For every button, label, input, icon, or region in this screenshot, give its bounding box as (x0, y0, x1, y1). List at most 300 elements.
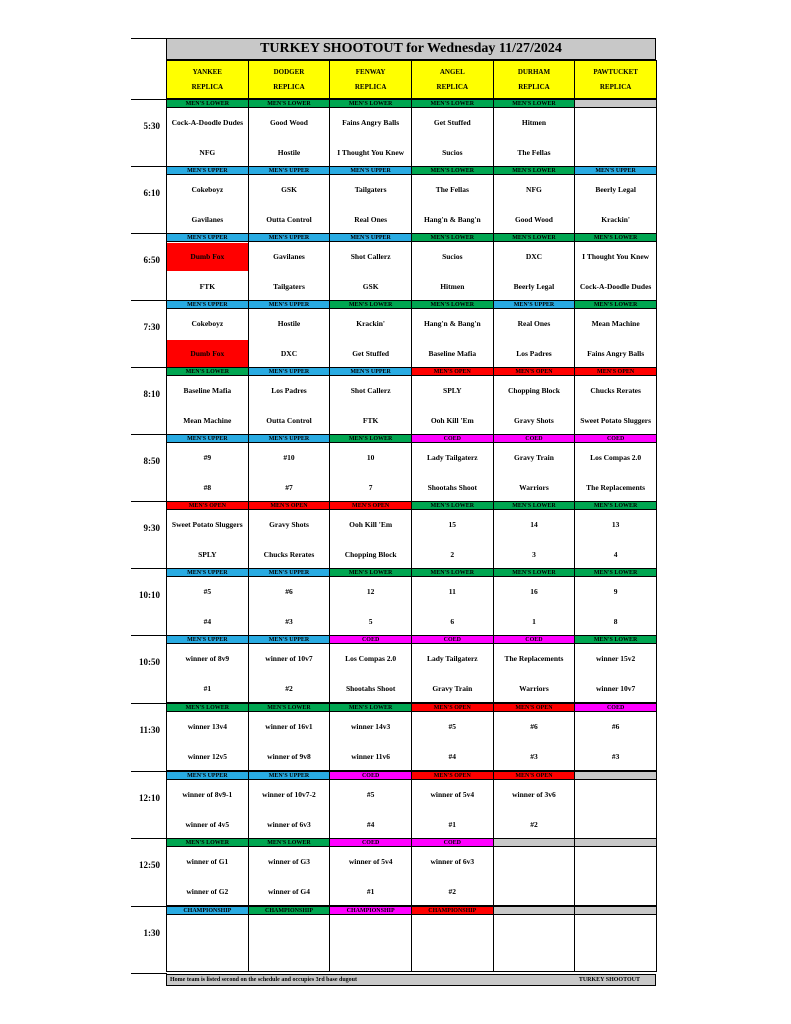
time-label: 8:10 (143, 389, 160, 399)
row-rule (131, 501, 167, 502)
away-team: Shot Callerz (350, 386, 391, 396)
division-label: MEN'S LOWER (493, 233, 576, 242)
away-team: Baseline Mafia (183, 386, 232, 396)
game-cell (248, 375, 331, 435)
row-rule (131, 771, 167, 772)
home-team (330, 945, 411, 972)
division-label: COED (411, 434, 494, 443)
game-cell (248, 779, 331, 839)
game-cell (574, 308, 657, 368)
field-subtitle: REPLICA (599, 82, 632, 91)
division-label: MEN'S UPPER (248, 771, 331, 780)
away-team: 15 (448, 520, 457, 530)
game-cell (166, 375, 249, 435)
division-label: MEN'S LOWER (166, 367, 249, 376)
division-label: MEN'S LOWER (493, 501, 576, 510)
home-team: #1 (203, 683, 212, 693)
away-team: winner of 5v4 (430, 790, 475, 800)
row-rule (131, 300, 167, 301)
home-team: Outta Control (266, 214, 312, 224)
game-cell (574, 846, 657, 906)
field-subtitle: REPLICA (354, 82, 387, 91)
field-name: YANKEE (192, 68, 222, 77)
home-team: #4 (203, 616, 212, 626)
division-label: MEN'S LOWER (574, 635, 657, 644)
away-team (249, 916, 330, 943)
row-rule (131, 166, 167, 167)
home-team: SPLY (198, 549, 217, 559)
game-cell (248, 308, 331, 368)
away-team: The Fellas (435, 185, 469, 195)
home-team (167, 945, 248, 972)
field-subtitle: REPLICA (518, 82, 550, 91)
away-team (494, 916, 575, 943)
game-cell (411, 509, 494, 569)
away-team: 12 (366, 587, 375, 597)
game-cell (329, 846, 412, 906)
home-team: Hostile (277, 147, 301, 157)
division-label: COED (574, 703, 657, 712)
away-team: SPLY (443, 386, 462, 396)
game-cell (166, 846, 249, 906)
division-label: MEN'S LOWER (248, 99, 331, 108)
home-team: Real Ones (354, 214, 387, 224)
division-label: MEN'S UPPER (166, 434, 249, 443)
division-label: MEN'S OPEN (493, 703, 576, 712)
away-team: Los Padres (271, 386, 307, 396)
home-team (575, 945, 656, 972)
time-label: 1:30 (143, 928, 160, 938)
away-team: winner of 8v9 (185, 654, 230, 664)
division-label: MEN'S UPPER (248, 568, 331, 577)
home-team: Los Padres (516, 348, 552, 358)
away-team: Ooh Kill 'Em (349, 520, 393, 530)
game-cell (166, 308, 249, 368)
division-label: MEN'S OPEN (329, 501, 412, 510)
division-label: MEN'S UPPER (166, 568, 249, 577)
game-cell (493, 914, 576, 972)
home-team: #1 (366, 886, 375, 896)
game-cell (166, 779, 249, 839)
home-team: 8 (613, 616, 618, 626)
game-cell (248, 442, 331, 502)
game-cell (493, 779, 576, 839)
away-team: Get Stuffed (433, 118, 471, 128)
away-team: #5 (448, 722, 457, 732)
away-team: #5 (203, 587, 212, 597)
home-team: GSK (362, 281, 379, 291)
home-team: #2 (285, 683, 293, 693)
away-team: Real Ones (517, 319, 551, 329)
away-team: winner of 5v4 (348, 857, 393, 867)
game-cell (574, 779, 657, 839)
home-team: Warriors (519, 683, 549, 693)
away-team: winner 13v4 (187, 722, 227, 732)
away-team: Fains Angry Balls (342, 118, 400, 128)
game-cell (411, 846, 494, 906)
game-cell (574, 442, 657, 502)
division-label: MEN'S LOWER (411, 233, 494, 242)
away-team: winner of G3 (268, 857, 310, 867)
division-label: MEN'S UPPER (166, 233, 249, 242)
game-cell (329, 643, 412, 703)
division-label: MEN'S LOWER (411, 99, 494, 108)
away-team (167, 916, 248, 943)
division-label: MEN'S LOWER (493, 99, 576, 108)
home-team: #1 (448, 819, 457, 829)
row-rule (131, 233, 167, 234)
division-label: MEN'S LOWER (329, 434, 412, 443)
away-team: Krackin' (356, 319, 386, 329)
game-cell (166, 643, 249, 703)
field-name: ANGEL (439, 68, 465, 77)
field-header (248, 60, 331, 99)
time-label: 12:50 (139, 860, 160, 870)
division-label: MEN'S LOWER (493, 568, 576, 577)
field-subtitle: REPLICA (273, 82, 305, 91)
away-team: Lady Tailgaterz (426, 453, 478, 463)
away-team: Sucios (442, 252, 463, 262)
away-team: #6 (285, 587, 293, 597)
away-team: Hitmen (521, 118, 547, 128)
home-team: #4 (366, 819, 375, 829)
division-label: MEN'S LOWER (411, 300, 494, 309)
game-cell (411, 914, 494, 972)
home-team: I Thought You Knew (337, 147, 405, 157)
division-label: MEN'S OPEN (411, 771, 494, 780)
game-cell (411, 643, 494, 703)
top-rule (131, 38, 167, 39)
home-team: Tailgaters (273, 281, 305, 291)
home-team: DXC (280, 348, 298, 358)
home-team: Fains Angry Balls (587, 348, 645, 358)
row-rule (131, 367, 167, 368)
division-label: COED (329, 635, 412, 644)
time-label: 8:50 (143, 456, 160, 466)
game-cell (329, 107, 412, 167)
division-label: COED (411, 635, 494, 644)
home-team: #4 (448, 751, 457, 761)
page-title: TURKEY SHOOTOUT for Wednesday 11/27/2024 (166, 38, 656, 60)
home-team: Get Stuffed (352, 348, 390, 358)
division-label: MEN'S LOWER (248, 703, 331, 712)
division-label: MEN'S LOWER (411, 166, 494, 175)
away-team: 13 (611, 520, 620, 530)
away-team: winner 14v3 (351, 722, 391, 732)
home-team: winner of G4 (268, 886, 310, 896)
game-cell (166, 914, 249, 972)
home-team: 7 (368, 482, 373, 492)
division-label: MEN'S UPPER (248, 367, 331, 376)
game-cell (574, 576, 657, 636)
away-team: Mean Machine (591, 319, 640, 329)
home-team: winner 11v6 (351, 751, 391, 761)
game-cell (574, 711, 657, 771)
game-cell (411, 107, 494, 167)
game-cell (248, 509, 331, 569)
game-cell (574, 509, 657, 569)
home-team: Dumb Fox (167, 340, 248, 368)
away-team: Gravy Shots (269, 520, 309, 530)
game-cell (248, 174, 331, 234)
home-team (494, 878, 575, 906)
division-label: MEN'S UPPER (166, 166, 249, 175)
game-cell (329, 442, 412, 502)
division-label: CHAMPIONSHIP (411, 906, 494, 915)
home-team: Gravy Train (432, 683, 473, 693)
away-team: Good Wood (269, 118, 308, 128)
division-label: MEN'S OPEN (574, 367, 657, 376)
away-team: Gavilanes (273, 252, 305, 262)
away-team: winner of 16v1 (265, 722, 313, 732)
time-label: 6:50 (143, 255, 160, 265)
home-team: winner of 4v5 (185, 819, 230, 829)
home-team: Shootahs Shoot (427, 482, 477, 492)
division-label: MEN'S UPPER (329, 233, 412, 242)
field-name: PAWTUCKET (593, 68, 638, 77)
home-team: 3 (532, 549, 536, 559)
game-cell (493, 442, 576, 502)
away-team (575, 916, 656, 943)
division-label: MEN'S UPPER (574, 166, 657, 175)
home-team: Cock-A-Doodle Dudes (579, 281, 652, 291)
away-team: 16 (530, 587, 538, 597)
away-team: The Replacements (504, 654, 564, 664)
field-header (166, 60, 249, 99)
home-team: 5 (368, 616, 373, 626)
away-team: #6 (611, 722, 620, 732)
game-cell (248, 914, 331, 972)
home-team: 1 (532, 616, 536, 626)
home-team: Gravy Shots (514, 415, 554, 425)
home-team: Mean Machine (183, 415, 232, 425)
home-team (575, 139, 656, 167)
away-team: Los Compas 2.0 (590, 453, 642, 463)
home-team: #2 (448, 886, 457, 896)
away-team: winner of 8v9-1 (182, 790, 233, 800)
game-cell (574, 107, 657, 167)
field-header (329, 60, 412, 99)
home-team: The Replacements (586, 482, 646, 492)
game-cell (493, 711, 576, 771)
home-team: Warriors (519, 482, 549, 492)
division-label: MEN'S OPEN (166, 501, 249, 510)
away-team: #9 (203, 453, 212, 463)
footer-brand: TURKEY SHOOTOUT (578, 977, 640, 983)
away-team: Shot Callerz (350, 252, 391, 262)
game-cell (329, 174, 412, 234)
game-cell (493, 509, 576, 569)
game-cell (166, 241, 249, 301)
home-team (412, 945, 493, 972)
away-team: Dumb Fox (167, 243, 248, 271)
division-label: MEN'S UPPER (166, 771, 249, 780)
division-label: MEN'S LOWER (574, 233, 657, 242)
field-header (411, 60, 494, 99)
footer (166, 974, 656, 986)
game-cell (166, 442, 249, 502)
away-team: #6 (530, 722, 538, 732)
time-label: 7:30 (143, 322, 160, 332)
game-cell (166, 174, 249, 234)
away-team: Chucks Rerates (590, 386, 641, 396)
division-label: MEN'S UPPER (248, 300, 331, 309)
row-rule (131, 568, 167, 569)
division-label: MEN'S OPEN (248, 501, 331, 510)
division-label: CHAMPIONSHIP (248, 906, 331, 915)
away-team: Chopping Block (508, 386, 560, 396)
home-team: winner of G2 (186, 886, 229, 896)
row-rule (131, 906, 167, 907)
home-team: winner 10v7 (596, 683, 636, 693)
division-label: MEN'S OPEN (493, 771, 576, 780)
field-header (574, 60, 657, 99)
division-label: COED (574, 434, 657, 443)
away-team: 9 (613, 587, 618, 597)
away-team: Beerly Legal (595, 185, 636, 195)
home-team: Sweet Potato Sluggers (580, 415, 652, 425)
division-label: MEN'S LOWER (166, 838, 249, 847)
game-cell (411, 711, 494, 771)
away-team: winner of 3v6 (512, 790, 556, 800)
division-label: COED (329, 771, 412, 780)
game-cell (493, 576, 576, 636)
away-team: 10 (366, 453, 375, 463)
division-label: MEN'S UPPER (329, 367, 412, 376)
game-cell (248, 576, 331, 636)
row-rule (131, 434, 167, 435)
away-team: Cock-A-Doodle Dudes (171, 118, 244, 128)
division-label: COED (493, 434, 576, 443)
game-cell (329, 308, 412, 368)
division-label: COED (329, 838, 412, 847)
away-team: DXC (525, 252, 543, 262)
game-cell (166, 107, 249, 167)
away-team: I Thought You Knew (582, 252, 650, 262)
division-label: COED (411, 838, 494, 847)
home-team: Gavilanes (191, 214, 224, 224)
home-team: Hitmen (440, 281, 465, 291)
division-label: MEN'S UPPER (248, 434, 331, 443)
away-team: 14 (530, 520, 538, 530)
away-team: Hostile (277, 319, 301, 329)
home-team: NFG (199, 147, 216, 157)
home-team (494, 945, 575, 972)
game-cell (493, 308, 576, 368)
field-subtitle: REPLICA (436, 82, 469, 91)
field-subtitle: REPLICA (191, 82, 224, 91)
home-team (575, 811, 656, 839)
home-team: Ooh Kill 'Em (430, 415, 474, 425)
division-label: MEN'S UPPER (166, 635, 249, 644)
division-label: MEN'S LOWER (574, 568, 657, 577)
home-team: The Fellas (517, 147, 551, 157)
away-team: Gravy Train (513, 453, 554, 463)
game-cell (574, 643, 657, 703)
game-cell (329, 779, 412, 839)
field-header (493, 60, 576, 99)
away-team: #10 (283, 453, 295, 463)
game-cell (248, 846, 331, 906)
home-team: 2 (450, 549, 455, 559)
division-label: MEN'S LOWER (411, 568, 494, 577)
game-cell (411, 779, 494, 839)
division-label: MEN'S UPPER (248, 635, 331, 644)
away-team: #5 (366, 790, 375, 800)
division-label: MEN'S UPPER (248, 166, 331, 175)
bottom-rule (131, 973, 167, 974)
division-label: CHAMPIONSHIP (166, 906, 249, 915)
game-cell (248, 711, 331, 771)
home-team: FTK (362, 415, 379, 425)
division-label: MEN'S LOWER (248, 838, 331, 847)
division-label: MEN'S LOWER (166, 703, 249, 712)
game-cell (411, 241, 494, 301)
game-cell (411, 174, 494, 234)
division-label: MEN'S LOWER (329, 99, 412, 108)
home-team: winner of 9v8 (267, 751, 311, 761)
home-team: #3 (285, 616, 293, 626)
away-team (575, 848, 656, 876)
away-team: winner of 10v7-2 (262, 790, 316, 800)
home-team: #3 (611, 751, 620, 761)
home-team (575, 878, 656, 906)
home-team: #2 (530, 819, 538, 829)
home-team (249, 945, 330, 972)
game-cell (248, 241, 331, 301)
away-team: Tailgaters (354, 185, 387, 195)
time-label: 6:10 (143, 188, 160, 198)
field-name: DURHAM (517, 68, 551, 77)
game-cell (166, 509, 249, 569)
home-team: #3 (530, 751, 538, 761)
home-team: Chopping Block (344, 549, 397, 559)
away-team: NFG (526, 185, 542, 195)
away-team: Los Compas 2.0 (345, 654, 397, 664)
home-team: #7 (285, 482, 293, 492)
division-label: MEN'S LOWER (329, 703, 412, 712)
home-team: Krackin' (601, 214, 630, 224)
time-label: 10:50 (139, 657, 160, 667)
away-team: winner 15v2 (596, 654, 636, 664)
division-label: MEN'S LOWER (574, 300, 657, 309)
time-label: 12:10 (139, 793, 160, 803)
game-cell (329, 375, 412, 435)
row-rule (131, 99, 167, 100)
home-team: winner 12v5 (187, 751, 227, 761)
away-team: GSK (281, 185, 297, 195)
home-team: FTK (199, 281, 216, 291)
game-cell (493, 375, 576, 435)
home-team: 4 (613, 549, 618, 559)
game-cell (493, 241, 576, 301)
footer-note: Home team is listed second on the schedule and occupies 3rd base dugout (170, 977, 358, 983)
away-team: Lady Tailgaterz (426, 654, 478, 664)
division-label: MEN'S OPEN (411, 703, 494, 712)
division-label: MEN'S LOWER (329, 568, 412, 577)
game-cell (166, 576, 249, 636)
game-cell (411, 375, 494, 435)
home-team: Shootahs Shoot (345, 683, 396, 693)
game-cell (493, 643, 576, 703)
game-cell (329, 711, 412, 771)
away-team: Sweet Potato Sluggers (171, 520, 243, 530)
row-rule (131, 635, 167, 636)
time-label: 9:30 (143, 523, 160, 533)
field-name: DODGER (273, 68, 305, 77)
home-team: Sucios (442, 147, 463, 157)
division-label: COED (493, 635, 576, 644)
